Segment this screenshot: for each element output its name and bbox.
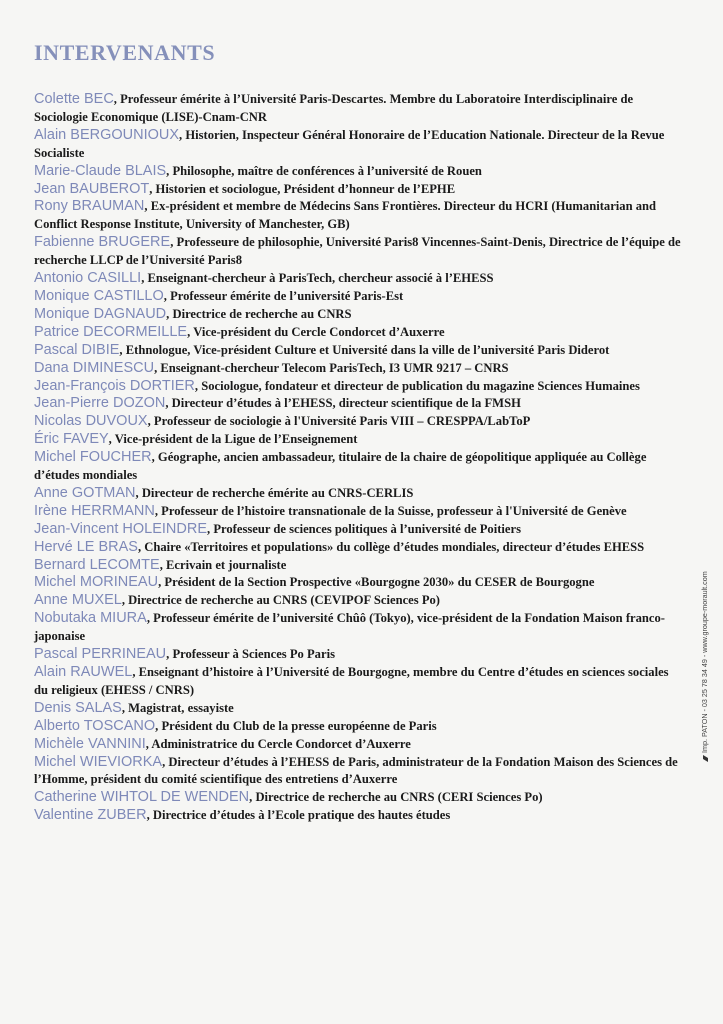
speaker-name: Michel FOUCHER (34, 449, 152, 466)
speaker-description: Professeur de sociologie à l'Université Paris VIII – CRESPPA/LabToP (153, 414, 531, 429)
speaker-name: Alberto TOSCANO (34, 717, 156, 734)
speaker-entry: Bernard LECOMTE, Ecrivain et journaliste (34, 556, 287, 573)
speaker-entry: Valentine ZUBER, Directrice d’études à l’Ecole pratique des hautes études (34, 807, 451, 824)
speaker-description: Professeur de l’histoire transnationale de la Suisse, professeur à l'Université de Genève (161, 503, 627, 518)
speaker-name: Michel WIEVIORKA (34, 753, 163, 770)
speaker-entry: Jean-Pierre DOZON, Directeur d’études à l’EHESS, directeur scientifique de la FMSH (34, 395, 521, 412)
speaker-entry: Antonio CASILLI, Enseignant-chercheur à ParisTech, chercheur associé à l’EHESS (34, 270, 494, 287)
speaker-entry: Colette BEC, Professeur émérite à l’Université Paris-Descartes. Membre du Laboratoire Interdisciplinaire de Sociologie Economique (LISE)-Cnam-CNR (34, 91, 634, 124)
speaker-name: Alain BERGOUNIOUX (34, 126, 180, 143)
speaker-description: Ethnologue, Vice-président Culture et Université dans la ville de l’université Paris Diderot (125, 342, 610, 357)
speaker-name: Anne MUXEL (34, 592, 122, 609)
speaker-description: Directrice de recherche au CNRS (CEVIPOF Sciences Po) (128, 593, 441, 608)
speaker-name: Michel MORINEAU (34, 574, 159, 591)
speaker-name: Hervé LE BRAS (34, 538, 138, 555)
speaker-description: Directeur d’études à l’EHESS de Paris, administrateur de la Fondation Maison des Sciences de l’Homme, président du comité scientifique des entretiens d’Auxerre (34, 754, 678, 787)
speaker-description: Sociologue, fondateur et directeur de publication du magazine Sciences Humaines (201, 378, 640, 393)
speaker-entry: Pascal PERRINEAU, Professeur à Sciences Po Paris (34, 646, 335, 663)
speaker-name: Jean-François DORTIER (34, 377, 195, 394)
printer-credit-text: Imp. PATON - 03 25 78 34 49 - www.groupe-morault.com (700, 571, 709, 753)
speaker-name: Jean-Pierre DOZON (34, 395, 166, 412)
speaker-entry: Michel MORINEAU, Président de la Section Prospective «Bourgogne 2030» du CESER de Bourgogne (34, 574, 595, 591)
speaker-description: Professeur émérite de l’université Paris-Est (170, 288, 404, 303)
speaker-description: Directrice de recherche au CNRS (172, 306, 352, 321)
speaker-description: Président de la Section Prospective «Bourgogne 2030» du CESER de Bourgogne (164, 575, 595, 590)
speaker-description: Philosophe, maître de conférences à l’université de Rouen (172, 163, 482, 178)
page-title: INTERVENANTS (34, 40, 216, 65)
speaker-entry: Éric FAVEY, Vice-président de la Ligue de l’Enseignement (34, 431, 358, 448)
speaker-description: Professeur émérite de l’université Chûô (Tokyo), vice-président de la Fondation Maison franco-japonaise (34, 611, 665, 644)
speaker-description: Enseignant-chercheur à ParisTech, chercheur associé à l’EHESS (147, 271, 494, 286)
speaker-name: Patrice DECORMEILLE (34, 323, 188, 340)
speaker-entry: Alberto TOSCANO, Président du Club de la presse européenne de Paris (34, 717, 437, 734)
speaker-description: Administratrice du Cercle Condorcet d’Auxerre (151, 736, 411, 751)
speaker-entry: Irène HERRMANN, Professeur de l’histoire transnationale de la Suisse, professeur à l'Université de Genève (34, 502, 627, 519)
speaker-name: Éric FAVEY (34, 431, 109, 448)
speaker-name: Monique DAGNAUD (34, 305, 167, 322)
speaker-description: Directrice de recherche au CNRS (CERI Sciences Po) (255, 790, 543, 805)
speaker-description: Professeur à Sciences Po Paris (172, 647, 335, 662)
speaker-description: Historien, Inspecteur Général Honoraire de l’Education Nationale. Directeur de la Revue Socialiste (34, 127, 665, 160)
speaker-name: Nobutaka MIURA (34, 610, 147, 627)
speaker-name: Jean-Vincent HOLEINDRE (34, 520, 208, 537)
speaker-name: Bernard LECOMTE (34, 556, 160, 573)
speaker-entry: Denis SALAS, Magistrat, essayiste (34, 699, 234, 716)
speaker-entry: Alain BERGOUNIOUX, Historien, Inspecteur Général Honoraire de l’Education Nationale. Directeur de la Revue Socialiste (34, 126, 665, 160)
speaker-description: Professeur émérite à l’Université Paris-Descartes. Membre du Laboratoire Interdisciplinaire de Sociologie Economique (LISE)-Cnam-CNR (34, 92, 634, 124)
speaker-entry: Alain RAUWEL, Enseignant d’histoire à l’Université de Bourgogne, membre du Centre d’études en sciences sociales du religieux (EHESS / CNRS) (34, 664, 669, 697)
speaker-description: Directrice d’études à l’Ecole pratique des hautes études (152, 808, 451, 823)
speaker-name: Jean BAUBEROT (34, 180, 150, 197)
speaker-name: Antonio CASILLI (34, 270, 142, 287)
speaker-entry: Anne GOTMAN, Directeur de recherche émérite au CNRS-CERLIS (34, 484, 414, 501)
speaker-description: Vice-président de la Ligue de l’Enseignement (114, 432, 358, 447)
speaker-name: Irène HERRMANN (34, 502, 155, 519)
speaker-entry: Patrice DECORMEILLE, Vice-président du Cercle Condorcet d’Auxerre (34, 323, 445, 340)
speaker-entry: Hervé LE BRAS, Chaire «Territoires et populations» du collège d’études mondiales, directeur d’études EHESS (34, 538, 645, 555)
speaker-name: Denis SALAS (34, 699, 122, 716)
speaker-description: Ecrivain et journaliste (166, 557, 287, 572)
speaker-description: Président du Club de la presse européenne de Paris (161, 718, 437, 733)
printer-credit (700, 571, 709, 762)
speaker-entry: Nobutaka MIURA, Professeur émérite de l’université Chûô (Tokyo), vice-président de la Fondation Maison franco-japonaise (34, 610, 665, 644)
speaker-entry: Pascal DIBIE, Ethnologue, Vice-président Culture et Université dans la ville de l’université Paris Diderot (34, 341, 610, 358)
speaker-entry: Rony BRAUMAN, Ex-président et membre de Médecins Sans Frontières. Directeur du HCRI (Humanitarian and Conflict Response Institute, University of Manchester, GB) (34, 198, 657, 232)
speaker-entry: Dana DIMINESCU, Enseignant-chercheur Telecom ParisTech, I3 UMR 9217 – CNRS (34, 359, 509, 376)
speaker-description: Enseignant-chercheur Telecom ParisTech, I3 UMR 9217 – CNRS (160, 360, 509, 375)
speaker-entry: Marie-Claude BLAIS, Philosophe, maître de conférences à l’université de Rouen (34, 162, 482, 179)
speaker-entry: Jean-François DORTIER, Sociologue, fondateur et directeur de publication du magazine Sciences Humaines (34, 377, 640, 394)
speaker-name: Monique CASTILLO (34, 287, 164, 304)
speaker-name: Catherine WIHTOL DE WENDEN (34, 789, 250, 806)
speaker-name: Nicolas DUVOUX (34, 413, 148, 430)
speaker-name: Rony BRAUMAN (34, 198, 145, 215)
speaker-entry: Monique DAGNAUD, Directrice de recherche au CNRS (34, 305, 352, 322)
speaker-description: Vice-président du Cercle Condorcet d’Auxerre (193, 324, 445, 339)
speaker-entry: Jean-Vincent HOLEINDRE, Professeur de sciences politiques à l’université de Poitiers (34, 520, 522, 537)
speaker-description: Ex-président et membre de Médecins Sans Frontières. Directeur du HCRI (Humanitarian and Conflict Response Institute, University of Manchester, GB) (34, 199, 657, 232)
speaker-description: Chaire «Territoires et populations» du collège d’études mondiales, directeur d’études EHESS (144, 539, 645, 554)
speaker-description: Directeur d’études à l’EHESS, directeur scientifique de la FMSH (171, 396, 521, 411)
speaker-name: Marie-Claude BLAIS (34, 162, 167, 179)
speaker-description: Directeur de recherche émérite au CNRS-CERLIS (141, 485, 414, 500)
speaker-description: Géographe, ancien ambassadeur, titulaire de la chaire de géopolitique appliquée au Collège d’études mondiales (34, 450, 647, 483)
speaker-entry: Monique CASTILLO, Professeur émérite de l’université Paris-Est (34, 287, 404, 304)
speaker-description: Enseignant d’histoire à l’Université de Bourgogne, membre du Centre d’études en sciences sociales du religieux (EHESS / CNRS) (34, 665, 669, 697)
speaker-entry: Fabienne BRUGERE, Professeure de philosophie, Université Paris8 Vincennes-Saint-Denis, Directrice de l’équipe de recherche LLCP de l’Université Paris8 (34, 234, 681, 268)
speaker-name: Michèle VANNINI (34, 735, 146, 752)
speaker-name: Valentine ZUBER (34, 807, 147, 824)
speaker-name: Pascal PERRINEAU (34, 646, 167, 663)
speaker-entry: Michel FOUCHER, Géographe, ancien ambassadeur, titulaire de la chaire de géopolitique appliquée au Collège d’études mondiales (34, 449, 647, 483)
speaker-name: Colette BEC (34, 91, 114, 107)
speaker-list (34, 91, 684, 825)
speaker-entry: Michèle VANNINI, Administratrice du Cercle Condorcet d’Auxerre (34, 735, 411, 752)
speaker-name: Anne GOTMAN (34, 484, 136, 501)
speaker-description: Magistrat, essayiste (128, 700, 234, 715)
speaker-entry: Michel WIEVIORKA, Directeur d’études à l’EHESS de Paris, administrateur de la Fondation Maison des Sciences de l’Homme, président du comité scientifique des entretiens d’Auxerre (34, 753, 678, 787)
speaker-entry: Nicolas DUVOUX, Professeur de sociologie à l'Université Paris VIII – CRESPPA/LabToP (34, 413, 531, 430)
printer-logo-icon (703, 755, 708, 762)
speaker-description: Professeur de sciences politiques à l’université de Poitiers (213, 521, 522, 536)
speaker-name: Fabienne BRUGERE (34, 234, 171, 251)
speaker-description: Historien et sociologue, Président d’honneur de l’EPHE (155, 181, 456, 196)
speaker-name: Pascal DIBIE (34, 341, 120, 358)
speaker-entry: Jean BAUBEROT, Historien et sociologue, Président d’honneur de l’EPHE (34, 180, 456, 197)
speaker-entry: Anne MUXEL, Directrice de recherche au CNRS (CEVIPOF Sciences Po) (34, 592, 441, 609)
speaker-description: Professeure de philosophie, Université Paris8 Vincennes-Saint-Denis, Directrice de l’équipe de recherche LLCP de l’Université Paris8 (34, 235, 681, 268)
speaker-name: Alain RAUWEL (34, 664, 133, 680)
speaker-entry: Catherine WIHTOL DE WENDEN, Directrice de recherche au CNRS (CERI Sciences Po) (34, 789, 543, 806)
speaker-name: Dana DIMINESCU (34, 359, 155, 376)
